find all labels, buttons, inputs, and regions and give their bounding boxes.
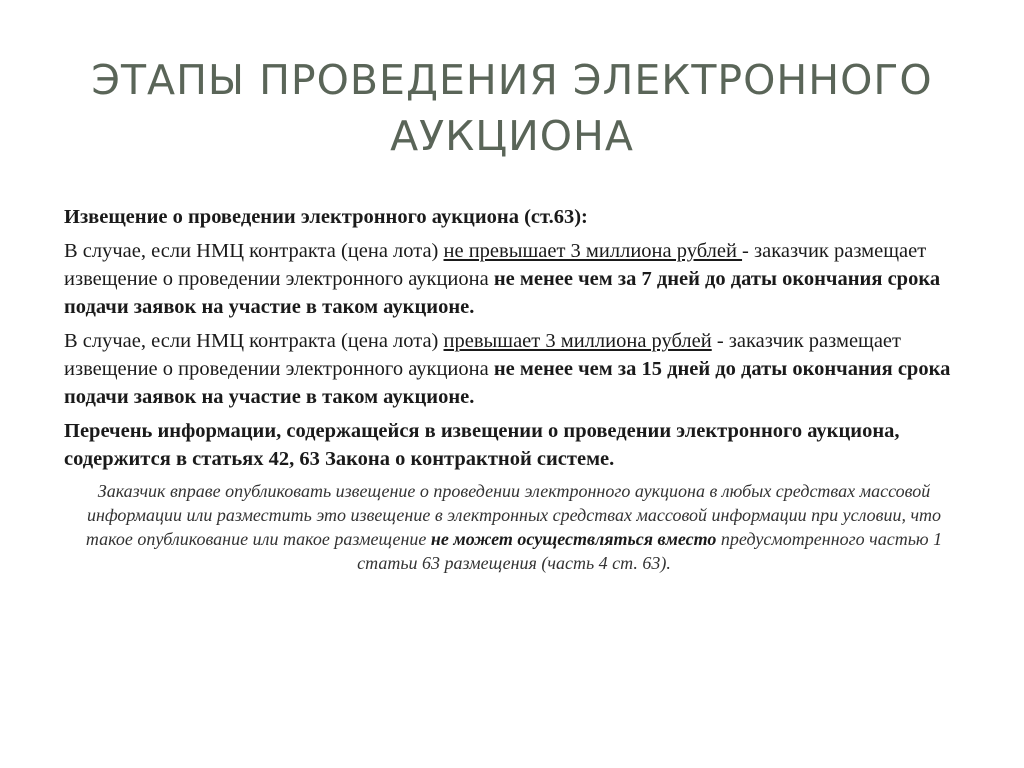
paragraph-text: - заказчик размещает извещение о проведении электронного аукциона xyxy=(64,240,927,290)
paragraph-text: - заказчик размещает извещение о проведении электронного аукциона xyxy=(64,330,901,380)
paragraph-text: В случае, если НМЦ контракта (цена лота) xyxy=(64,240,444,262)
paragraph-under-3-million xyxy=(64,237,964,321)
bold-deadline: не менее чем за 15 дней до даты окончания срока подачи заявок на участие в таком аукционе. xyxy=(64,358,951,408)
slide-title: ЭТАПЫ ПРОВЕДЕНИЯ ЭЛЕКТРОННОГО АУКЦИОНА xyxy=(91,56,933,160)
note-text: предусмотренного частью 1 статьи 63 размещения (часть 4 ст. 63). xyxy=(357,529,943,573)
paragraph-text: В случае, если НМЦ контракта (цена лота) xyxy=(64,330,444,352)
paragraph-over-3-million xyxy=(64,327,964,411)
underlined-condition: не превышает 3 миллиона рублей xyxy=(443,240,743,262)
slide-body xyxy=(64,203,964,575)
info-list-reference: Перечень информации, содержащейся в извещении о проведении электронного аукциона, содержится в статьях 42, 63 Закона о контрактной системе. xyxy=(64,420,900,470)
italic-note xyxy=(64,479,964,575)
underlined-condition: превышает 3 миллиона рублей xyxy=(443,330,712,352)
bold-deadline: не менее чем за 7 дней до даты окончания срока подачи заявок на участие в таком аукционе. xyxy=(64,268,941,318)
section-heading: Извещение о проведении электронного аукциона (ст.63): xyxy=(64,206,588,228)
note-bold-text: не может осуществляться вместо xyxy=(430,529,717,549)
note-text: Заказчик вправе опубликовать извещение о проведении электронного аукциона в любых средствах массовой информации или разместить это извещение в электронных средствах массовой информации при условии, что такое опубликование или такое размещение xyxy=(85,481,942,549)
